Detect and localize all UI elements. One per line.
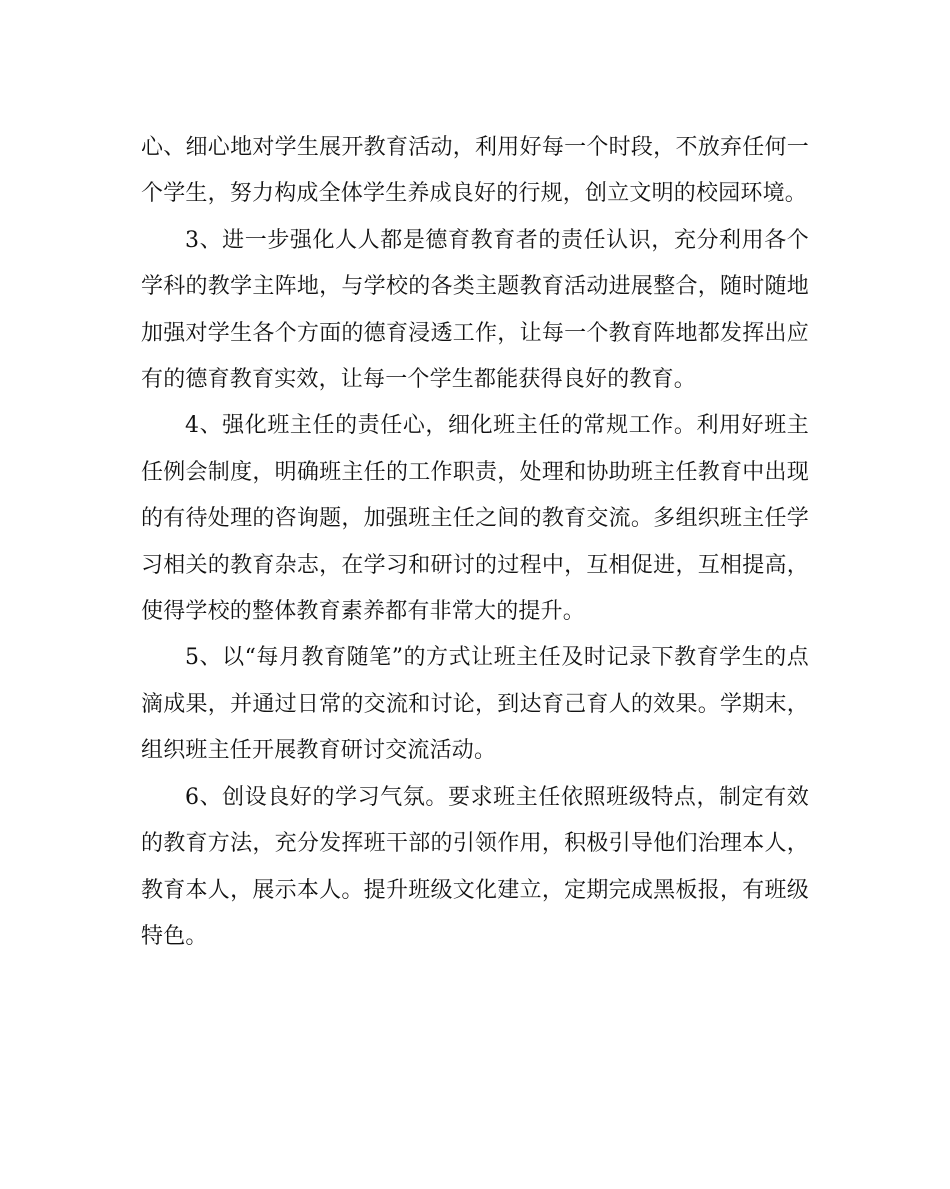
paragraph-item-5: 5、以“每月教育随笔”的方式让班主任及时记录下教育学生的点滴成果，并通过日常的交流和讨论，到达育己育人的效果。学期末，组织班主任开展教育研讨交流活动。 bbox=[141, 645, 809, 764]
paragraph-item-6: 6、创设良好的学习气氛。要求班主任依照班级特点，制定有效的教育方法，充分发挥班干部的引领作用，积极引导他们治理本人，教育本人，展示本人。提升班级文化建立，定期完成黑板报，有班级特色。 bbox=[141, 784, 809, 949]
document-body bbox=[141, 125, 809, 960]
paragraph-continuation: 心、细心地对学生展开教育活动，利用好每一个时段，不放弃任何一个学生，努力构成全体学生养成良好的行规，创立文明的校园环境。 bbox=[141, 135, 809, 207]
paragraph-item-4: 4、强化班主任的责任心，细化班主任的常规工作。利用好班主任例会制度，明确班主任的工作职责，处理和协助班主任教育中出现的有待处理的咨询题，加强班主任之间的教育交流。多组织班主任学习相关的教育杂志，在学习和研讨的过程中，互相促进，互相提高，使得学校的整体教育素养都有非常大的提升。 bbox=[141, 413, 809, 625]
paragraph-item-3: 3、进一步强化人人都是德育教育者的责任认识，充分利用各个学科的教学主阵地，与学校的各类主题教育活动进展整合，随时随地加强对学生各个方面的德育浸透工作，让每一个教育阵地都发挥出应有的德育教育实效，让每一个学生都能获得良好的教育。 bbox=[141, 227, 809, 393]
